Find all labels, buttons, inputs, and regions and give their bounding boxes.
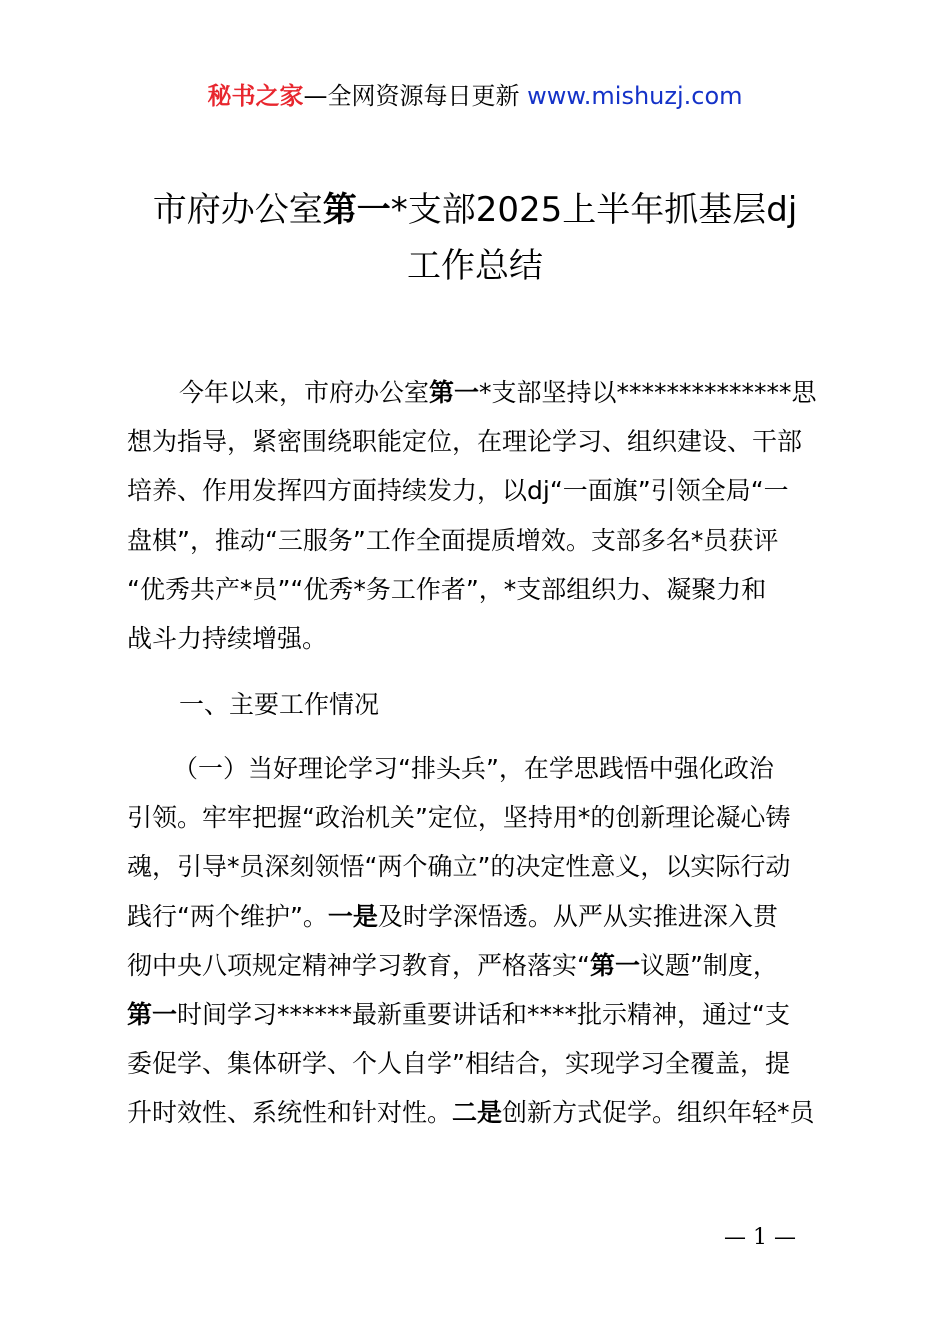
text-line: 盘棋”，推动“三服务”工作全面提质增效。支部多名*员获评 (127, 525, 779, 555)
text-line (127, 1088, 832, 1137)
text-line: 战斗力持续增强。 (127, 623, 328, 653)
text-run: 升时效性、系统性和针对性。 (127, 1098, 453, 1128)
text-line: 想为指导，紧密围绕职能定位，在理论学习、组织建设、干部 (127, 427, 803, 457)
title-line-1 (0, 182, 950, 238)
bold-run: 二是 (452, 1098, 503, 1128)
site-brand: 秘书之家 (207, 82, 304, 110)
text-run: 议题”制度， (639, 950, 778, 980)
document-title (0, 182, 950, 294)
text-line (127, 990, 832, 1039)
title-text-bold: 第一 (322, 190, 391, 230)
text-line (127, 892, 832, 941)
text-line: 魂，引导*员深刻领悟“两个确立”的决定性意义，以实际行动 (127, 852, 791, 882)
text-line (127, 941, 832, 990)
bold-run: 一是 (327, 901, 378, 931)
text-line: “优秀共产*员”“优秀*务工作者”，*支部组织力、凝聚力和 (127, 574, 767, 604)
bold-run: 第一 (127, 999, 178, 1029)
intro-paragraph (127, 368, 832, 663)
text-run: 彻中央八项规定精神学习教育，严格落实“ (127, 950, 590, 980)
text-line: 引领。牢牢把握“政治机关”定位，坚持用*的创新理论凝心铸 (127, 803, 791, 833)
text-line: 培养、作用发挥四方面持续发力，以dj“一面旗”引领全局“一 (127, 476, 789, 506)
text-line: 委促学、集体研学、个人自学”相结合，实现学习全覆盖，提 (127, 1049, 790, 1079)
title-text: *支部2025上半年抓基层dj (390, 190, 798, 230)
section-1-paragraph (127, 744, 832, 1138)
text-line (127, 368, 832, 417)
text-run: 今年以来，市府办公室 (179, 378, 430, 407)
title-line-2: 工作总结 (407, 246, 543, 286)
title-text: 市府办公室 (152, 190, 323, 230)
text-run: 时间学习******最新重要讲话和****批示精神，通过“支 (177, 999, 790, 1029)
text-run: 及时学深悟透。从严从实推进深入贯 (377, 901, 778, 931)
text-run: 践行“两个维护”。 (127, 901, 328, 931)
site-url-link[interactable]: www.mishuzj.com (527, 82, 743, 110)
page-number: — 1 — (724, 1225, 796, 1250)
bold-run: 第一 (429, 378, 480, 407)
text-line: （一）当好理论学习“排头兵”，在学思践悟中强化政治 (173, 754, 774, 783)
bold-run: 第一 (589, 950, 640, 980)
text-run: 创新方式促学。组织年轻*员 (502, 1098, 815, 1128)
text-run: *支部坚持以**************思 (479, 378, 817, 407)
site-slogan: —全网资源每日更新 (303, 82, 520, 110)
section-heading: 一、主要工作情况 (179, 690, 380, 719)
site-header (0, 80, 950, 112)
